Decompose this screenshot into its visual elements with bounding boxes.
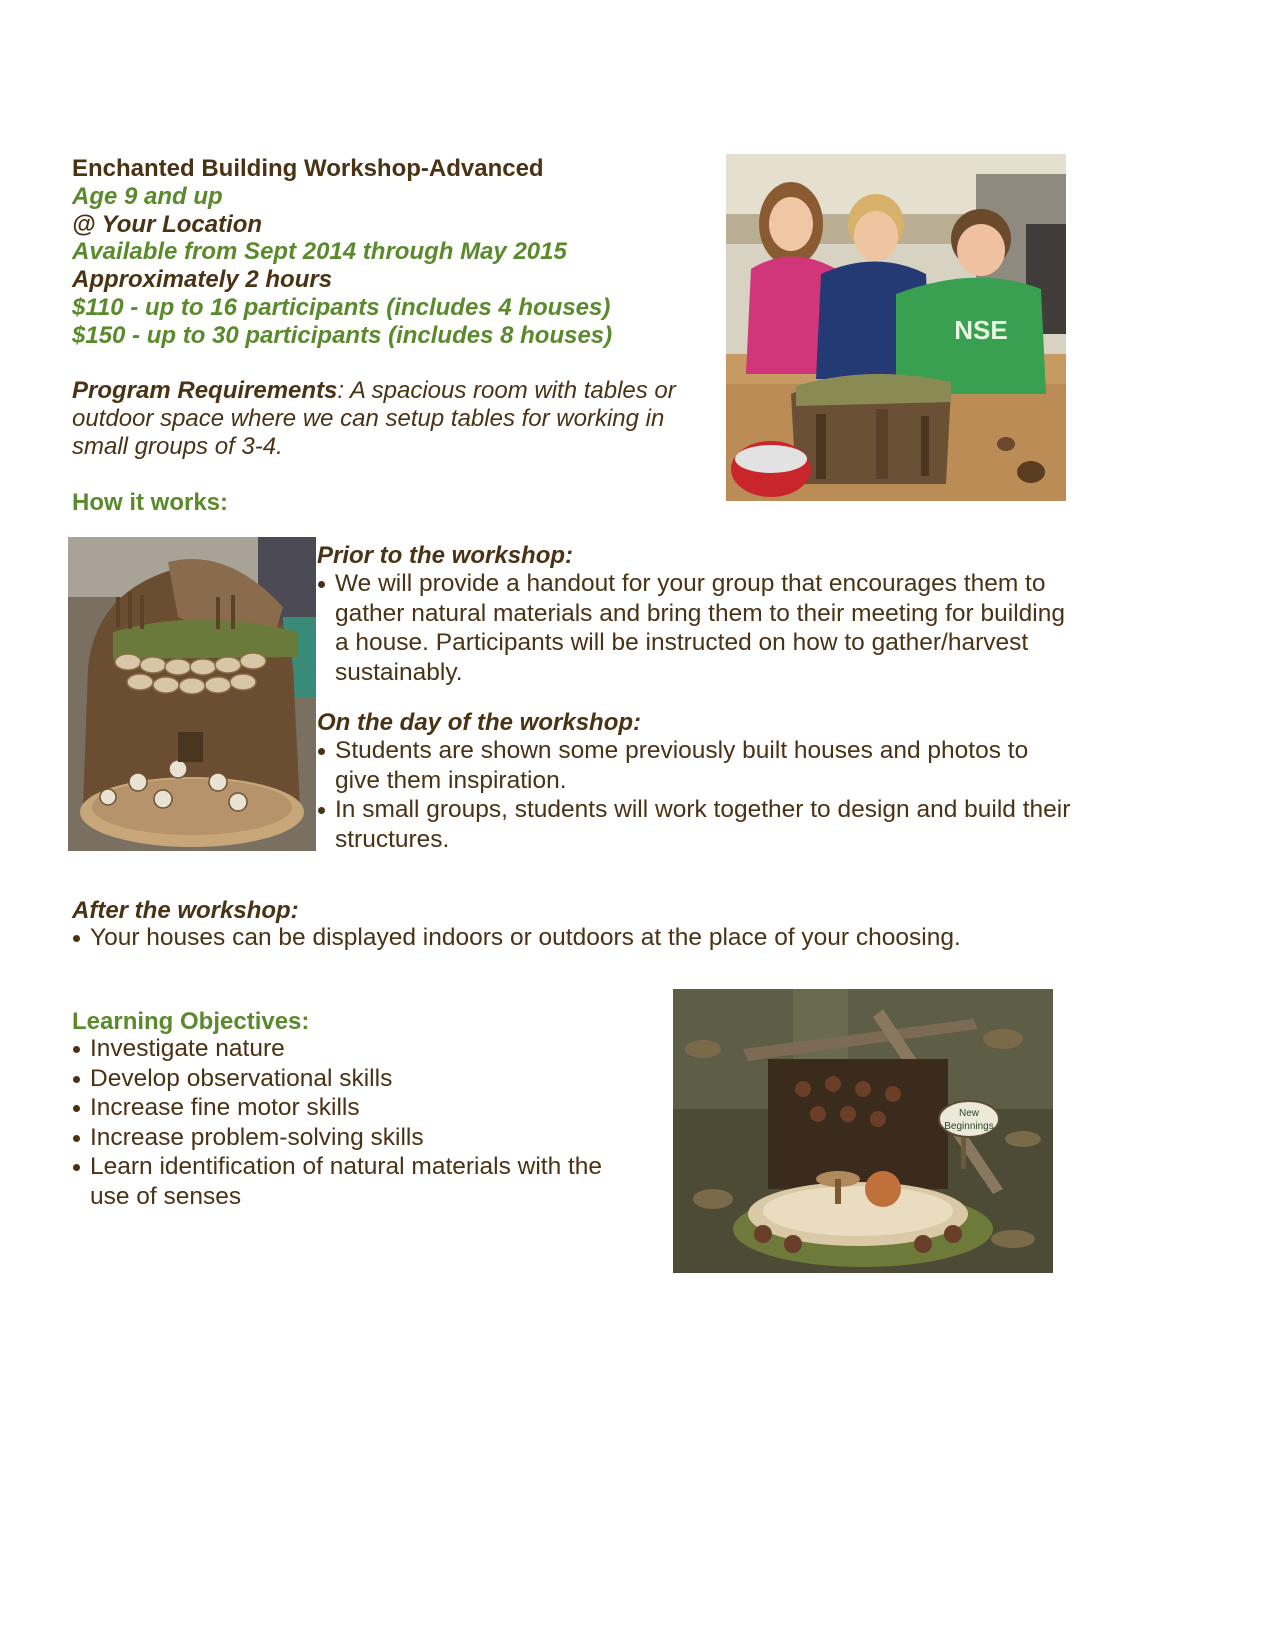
workshop-title: Enchanted Building Workshop-Advanced bbox=[72, 155, 544, 182]
requirements-text-3: small groups of 3-4. bbox=[72, 433, 283, 460]
list-item: Increase problem-solving skills bbox=[72, 1123, 642, 1153]
objectives-heading: Learning Objectives: bbox=[72, 1008, 310, 1035]
list-item: Your houses can be displayed indoors or outdoors at the place of your choosing. bbox=[72, 923, 1072, 953]
price-line-2: $150 - up to 30 participants (includes 8 houses) bbox=[72, 322, 613, 349]
availability-line: Available from Sept 2014 through May 2015 bbox=[72, 238, 567, 265]
children-building-photo bbox=[726, 154, 1066, 501]
list-item: Develop observational skills bbox=[72, 1064, 642, 1094]
list-item: We will provide a handout for your group that encourages them to gather natural materials and bring them to their meeting for building a house. Participants will be instructed on how to gather/harvest sustainably. bbox=[317, 569, 1072, 687]
price-line-1: $110 - up to 16 participants (includes 4 houses) bbox=[72, 294, 611, 321]
duration-line: Approximately 2 hours bbox=[72, 266, 333, 293]
after-bullets bbox=[72, 923, 1072, 953]
requirements-text-2: outdoor space where we can setup tables for working in bbox=[72, 405, 665, 432]
list-item: In small groups, students will work together to design and build their structures. bbox=[317, 795, 1072, 854]
how-it-works-heading: How it works: bbox=[72, 489, 229, 516]
forest-house-photo bbox=[673, 989, 1053, 1273]
after-heading: After the workshop: bbox=[72, 897, 299, 924]
requirements-label: Program Requirements bbox=[72, 377, 338, 404]
shirt-print-text: NSE bbox=[954, 315, 1008, 345]
location-line: @ Your Location bbox=[72, 211, 263, 238]
day-of-heading: On the day of the workshop: bbox=[317, 709, 642, 736]
requirements-text-1: : A spacious room with tables or bbox=[337, 377, 676, 404]
list-item: Learn identification of natural materials with the use of senses bbox=[72, 1152, 642, 1211]
prior-heading: Prior to the workshop: bbox=[317, 542, 574, 569]
day-of-bullets bbox=[317, 736, 1072, 854]
prior-bullets bbox=[317, 569, 1072, 687]
sign-text-2: Beginnings bbox=[944, 1121, 994, 1132]
objectives-list bbox=[72, 1034, 642, 1211]
list-item: Increase fine motor skills bbox=[72, 1093, 642, 1123]
bark-house-photo bbox=[68, 537, 316, 851]
requirements-paragraph bbox=[72, 376, 676, 405]
list-item: Investigate nature bbox=[72, 1034, 642, 1064]
sign-text-1: New bbox=[958, 1108, 980, 1119]
list-item: Students are shown some previously built houses and photos to give them inspiration. bbox=[317, 736, 1072, 795]
age-line: Age 9 and up bbox=[72, 183, 223, 210]
